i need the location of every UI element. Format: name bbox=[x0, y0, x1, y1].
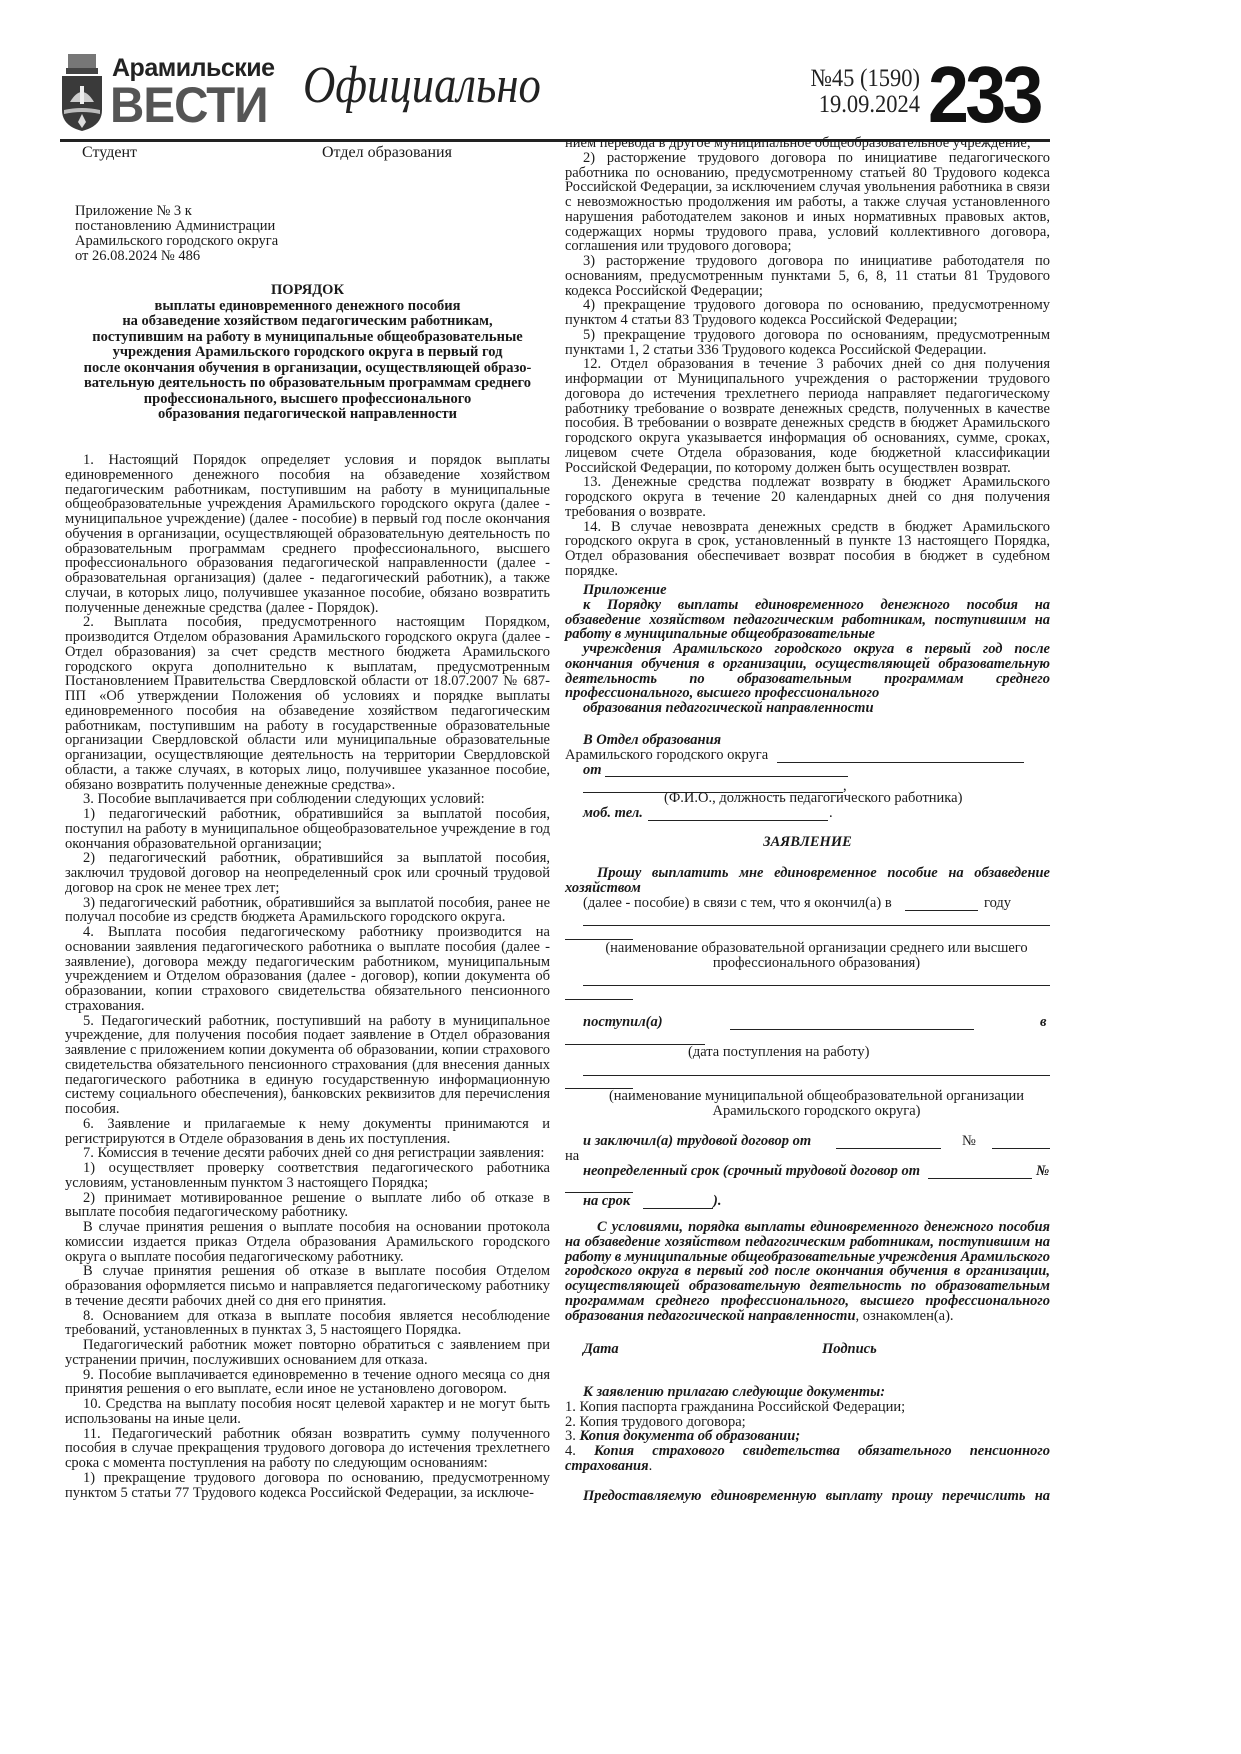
school-hint: (наименование муниципальной общеобразовательной организации Арамильского городского округа) bbox=[608, 1088, 1025, 1119]
entered-in-label: в bbox=[1040, 1014, 1047, 1030]
form-request bbox=[565, 866, 1050, 896]
document-subtitle-line: профессионального, высшего профессионального bbox=[143, 390, 472, 407]
fio-hint: (Ф.И.О., должность педагогического работника) bbox=[664, 790, 963, 806]
paragraph: 6. Заявление и прилагаемые к нему документы принимаются и регистрируются в Отделе образования в день их поступления. bbox=[65, 1115, 550, 1147]
entered-field-cont[interactable] bbox=[565, 1044, 705, 1045]
paragraph: 2. Выплата пособия, предусмотренного настоящим Порядком, производится Отделом образования Арамильского городского округа (далее - Отдел образования) за счет средств местного бюджета Арамильского городского округа дополнительно к выплатам, предусмотренным Постановлением Правительства Свердловской области от 18.07.2007 № 687-ПП «Об утверждении Положения об условиях и порядке выплаты единовременного пособия на обзаведение хозяйством педагогическим работникам, поступившим на работу в государственные образовательные организации Свердловской области или муниципальные образовательные организации, осуществляющие деятельность на территории Свердловской области, а также случаях, в которых лицо, получившее указанное пособие, обязано возвратить полученные денежные средства». bbox=[65, 614, 550, 793]
document-title-block bbox=[65, 283, 550, 423]
attachments-title: К заявлению прилагаю следующие документы: bbox=[583, 1384, 886, 1400]
paragraph: 1) педагогический работник, обратившийся за выплатой пособия, поступил на работу в муниципальное общеобразовательное учреждение в год окончания образовательной организации; bbox=[65, 806, 550, 852]
issue-number: №45 (1590) bbox=[810, 65, 920, 92]
contract-number-field[interactable] bbox=[992, 1148, 1050, 1149]
document-subtitle-line: вательную деятельность по образовательным программам среднего bbox=[83, 375, 532, 391]
agreement-text: С условиями, порядка выплаты единовременного денежного пособия на обзаведение хозяйством педагогическим работникам, поступившим на работу в муниципальные общеобразовательные учреждения Арамильского городского округа в первый год после окончания обучения в организации, осуществляющей образовательную деятельность по образовательным программам среднего профессионального, высшего профессионального образования педагогической направленности bbox=[565, 1219, 1050, 1324]
coat-of-arms-icon bbox=[60, 52, 104, 132]
edu-org-field[interactable] bbox=[583, 925, 1050, 926]
left-column-body bbox=[65, 453, 550, 1500]
appendix-text: учреждения Арамильского городского округа в первый год после окончания обучения в организации, осуществляющей образовательную деятельность по образовательным программам среднего профессионального, высшего профессионального bbox=[565, 641, 1050, 702]
signature-label: Подпись bbox=[822, 1341, 877, 1357]
label-department: Отдел образования bbox=[322, 144, 452, 161]
date-label: Дата bbox=[583, 1341, 619, 1357]
paragraph: 2) принимает мотивированное решение о выплате либо об отказе в выплате пособия педагогическому работнику. bbox=[65, 1189, 550, 1221]
document-subtitle-line: образования педагогической направленности bbox=[157, 406, 458, 422]
on-label: на bbox=[565, 1148, 580, 1164]
appendix-label: Приложение bbox=[583, 582, 667, 598]
paragraph: 12. Отдел образования в течение 3 рабочих дней со дня получения информации от Муниципального учреждения о расторжении трудового договора до истечения трехлетнего периода направляет педагогическому работнику требование о возврате денежных средств, полученных в качестве пособия. В требовании о возврате денежных средств в бюджет Арамильского городского округа указывается информация об основаниях, сумме, сроках, лицевом счете Отдела образования, коде бюджетной классификации Российской Федерации, по которому должен быть осуществлен возврат. bbox=[565, 356, 1050, 476]
attachment-end: . bbox=[648, 1457, 653, 1474]
document-subtitle-line: учреждения Арамильского городского округа в первый год bbox=[112, 344, 503, 360]
label-student: Студент bbox=[82, 144, 138, 161]
issue-info bbox=[749, 66, 920, 118]
paragraph: 5) прекращение трудового договора по основаниям, предусмотренным пунктами 1, 2 статьи 336 Трудового кодекса Российской Федерации. bbox=[565, 326, 1050, 358]
form-from-label: от bbox=[583, 762, 602, 778]
from-field[interactable] bbox=[605, 776, 848, 777]
page-number: 233 bbox=[928, 50, 1040, 139]
attachment-item bbox=[565, 1444, 1050, 1474]
recipient-field[interactable] bbox=[777, 762, 1024, 763]
paragraph: 2) педагогический работник, обратившийся за выплатой пособия, заключил трудовой договор на неопределенный срок или срочный трудовой договор на срок не менее трех лет; bbox=[65, 850, 550, 896]
form-title: ЗАЯВЛЕНИЕ bbox=[763, 834, 852, 850]
appendix-text: образования педагогической направленности bbox=[583, 700, 874, 716]
issue-date: 19.09.2024 bbox=[818, 91, 920, 118]
paragraph: В случае принятия решения об отказе в выплате пособия Отделом образования оформляется письмо и направляется педагогическому работнику в течение десяти рабочих дней со дня его принятия. bbox=[65, 1263, 550, 1309]
paragraph: 1. Настоящий Порядок определяет условия и порядок выплаты единовременного денежного пособия на обзаведение хозяйством педагогическим работникам, поступившим на работу в муниципальные общеобразовательные учреждения Арамильского городского округа (далее - муниципальное учреждение) (далее - пособие) в первый год после окончания обучения в организации, осуществляющей образовательную деятельность по образовательным программам среднего профессионального, высшего профессионального образования педагогической направленности (далее - образовательная организация) (далее - педагогический работник), а также случаи, в которых лицо, получившее указанное пособие, обязано возвратить полученные денежные средства (далее - Порядок). bbox=[65, 452, 550, 616]
right-column-body bbox=[565, 136, 1050, 579]
appendix-heading bbox=[565, 583, 1050, 716]
graduated-suffix: году bbox=[984, 895, 1012, 911]
contract-label: и заключил(а) трудовой договор от bbox=[583, 1133, 812, 1149]
transfer-text: Предоставляемую единовременную выплату прошу перечислить на bbox=[583, 1488, 1050, 1504]
entered-field[interactable] bbox=[730, 1029, 974, 1030]
section-title: Официально bbox=[303, 57, 541, 114]
paragraph: В случае принятия решения о выплате пособия на основании протокола комиссии издается приказ Отдела образования Арамильского городского округа о выплате пособия педагогическому работнику. bbox=[65, 1219, 550, 1265]
paragraph: 1) прекращение трудового договора по основанию, предусмотренному пунктом 5 статьи 77 Трудового кодекса Российской Федерации, за исключе- bbox=[65, 1469, 550, 1501]
attachment-item: 2. Копия трудового договора; bbox=[565, 1413, 746, 1430]
school-field-a-cont[interactable] bbox=[565, 999, 633, 1000]
paragraph: 7. Комиссия в течение десяти рабочих дней со дня регистрации заявления: bbox=[83, 1145, 545, 1162]
form-recipient: В Отдел образования bbox=[583, 732, 722, 748]
attachments bbox=[565, 1385, 1050, 1474]
logo-title-line1: Арамильские bbox=[112, 54, 275, 82]
annex-note-line: от 26.08.2024 № 486 bbox=[75, 248, 201, 264]
paragraph: 10. Средства на выплату пособия носят целевой характер и не могут быть использованы на иные цели. bbox=[65, 1396, 550, 1427]
newspaper-logo bbox=[60, 52, 275, 133]
annex-note bbox=[75, 204, 278, 264]
attachment-text: Копия страхового свидетельства обязательного пенсионного страхования bbox=[565, 1443, 1050, 1474]
attachment-text: Копия документа об образовании; bbox=[579, 1428, 801, 1445]
attachment-item: 1. Копия паспорта гражданина Российской Федерации; bbox=[565, 1398, 906, 1415]
agreement-tail: , ознакомлен(а). bbox=[855, 1307, 954, 1324]
graduated-prefix: (далее - пособие) в связи с тем, что я окончил(а) в bbox=[583, 895, 892, 911]
agreement-paragraph bbox=[565, 1220, 1050, 1323]
indefinite-label: неопределенный срок (срочный трудовой договор от bbox=[583, 1163, 921, 1179]
paragraph: 3. Пособие выплачивается при соблюдении следующих условий: bbox=[83, 791, 485, 808]
logo-title-line2: ВЕСТИ bbox=[110, 77, 268, 133]
paragraph: 3) расторжение трудового договора по инициативе работодателя по основаниям, предусмотренным пунктами 5, 6, 8, 11 статьи 81 Трудового кодекса Российской Федерации; bbox=[565, 253, 1050, 299]
request-text: Прошу выплатить мне единовременное пособие на обзаведение хозяйством bbox=[565, 865, 1050, 896]
paragraph: 5. Педагогический работник, поступивший на работу в муниципальное учреждение, для получения пособия подает заявление в Отдел образования заявление с приложением копии документа об образовании, копии страхового свидетельства обязательного пенсионного страхования (для внесения данных педагогического работника в единую государственную информационную систему социального обеспечения), банковских реквизитов для перечисления пособия. bbox=[65, 1012, 550, 1117]
period: . bbox=[829, 805, 833, 821]
term-field[interactable] bbox=[643, 1208, 713, 1209]
school-field[interactable] bbox=[583, 1075, 1050, 1076]
entered-label: поступил(а) bbox=[583, 1014, 663, 1030]
paragraph: 1) осуществляет проверку соответствия педагогического работника условиям, установленным пунктом 3 настоящего Порядка; bbox=[65, 1160, 550, 1191]
attachment-item bbox=[565, 1429, 1050, 1444]
paragraph: 4. Выплата пособия педагогическому работнику производится на основании заявления педагогического работника о выплате пособия (далее - заявление), договора между педагогическим работником, муниципальным учреждением и Отделом образования (далее - договор), копии документа об образовании, копии страхового свидетельства обязательного пенсионного страхования. bbox=[65, 924, 550, 1014]
paragraph: 8. Основанием для отказа в выплате пособия является несоблюдение требований, установленных в пунктах 3, 5 настоящего Порядка. bbox=[65, 1307, 550, 1339]
annex-note-line: Арамильского городского округа bbox=[75, 233, 279, 249]
school-field-a[interactable] bbox=[583, 985, 1050, 986]
phone-label: моб. тел. bbox=[583, 805, 643, 821]
paragraph: 3) педагогический работник, обратившийся за выплатой пособия, ранее не получал пособие из средств бюджета Арамильского городского округа. bbox=[65, 894, 550, 926]
transfer-request bbox=[565, 1489, 1050, 1504]
annex-note-line: постановлению Администрации bbox=[75, 218, 276, 234]
paragraph: 4) прекращение трудового договора по основанию, предусмотренному пунктом 4 статьи 83 Трудового кодекса Российской Федерации; bbox=[565, 297, 1050, 328]
form-recipient-org: Арамильского городского округа bbox=[565, 747, 769, 763]
paragraph: 14. В случае невозврата денежных средств в бюджет Арамильского городского округа в срок, установленный в пункте 13 настоящего Порядка, Отдел образования обеспечивает возврат пособия в бюджет в судебном порядке. bbox=[565, 518, 1050, 579]
document-title: ПОРЯДОК bbox=[271, 282, 344, 298]
continued-paragraph: нием перевода в другое муниципальное общеобразовательное учреждение; bbox=[565, 135, 1031, 151]
document-subtitle-line: поступившим на работу в муниципальные общеобразовательные bbox=[92, 328, 523, 345]
appendix-text: к Порядку выплаты единовременного денежного пособия на обзаведение хозяйством педагогическим работникам, поступившим на работу в муниципальные общеобразовательные bbox=[565, 596, 1050, 643]
term-end: ). bbox=[713, 1193, 722, 1209]
document-subtitle-line: после окончания обучения в организации, осуществляющей образо- bbox=[83, 359, 532, 376]
edu-org-hint: (наименование образовательной организации среднего или высшего профессионального образования) bbox=[605, 940, 1028, 971]
paragraph: 9. Пособие выплачивается единовременно в течение одного месяца со дня принятия решения о его выплате, если иное не установлено договором. bbox=[65, 1366, 550, 1398]
number-sign: № bbox=[962, 1133, 976, 1149]
date-hint: (дата поступления на работу) bbox=[688, 1044, 870, 1060]
number-sign-2: № bbox=[1036, 1163, 1050, 1179]
fixed-contract-date-field[interactable] bbox=[928, 1178, 1032, 1179]
comma: , bbox=[843, 778, 847, 794]
graduation-year-field[interactable] bbox=[905, 910, 978, 911]
document-subtitle-line: на обзаведение хозяйством педагогическим работникам, bbox=[122, 313, 493, 329]
paragraph: 11. Педагогический работник обязан возвратить сумму полученного пособия в случае прекращения трудового договора до истечения трехлетнего срока с момента поступления на работу по следующим основаниям: bbox=[65, 1425, 550, 1471]
paragraph: 13. Денежные средства подлежат возврату в бюджет Арамильского городского округа в течение 20 календарных дней со дня получения требования о возврате. bbox=[565, 474, 1050, 520]
paragraph: 2) расторжение трудового договора по инициативе педагогического работника по основанию, предусмотренному статьей 80 Трудового кодекса Российской Федерации, за исключением случая увольнения работника в связи с невозможностью продолжения им работы, а также случая установленного нарушения работодателем законов и иных нормативных правовых актов, содержащих нормы трудового права, условий коллективного договора, соглашения или трудового договора; bbox=[565, 149, 1050, 255]
paragraph: Педагогический работник может повторно обратиться с заявлением при устранении причин, послуживших основанием для отказа. bbox=[65, 1337, 550, 1368]
document-subtitle-line: выплаты единовременного денежного пособия bbox=[154, 297, 461, 314]
contract-date-field[interactable] bbox=[836, 1148, 941, 1149]
phone-field[interactable] bbox=[648, 820, 828, 821]
term-label: на срок bbox=[583, 1193, 631, 1209]
attachment-number: 3. bbox=[565, 1428, 580, 1445]
attachment-number: 4. bbox=[565, 1443, 594, 1459]
annex-note-line: Приложение № 3 к bbox=[75, 203, 192, 219]
